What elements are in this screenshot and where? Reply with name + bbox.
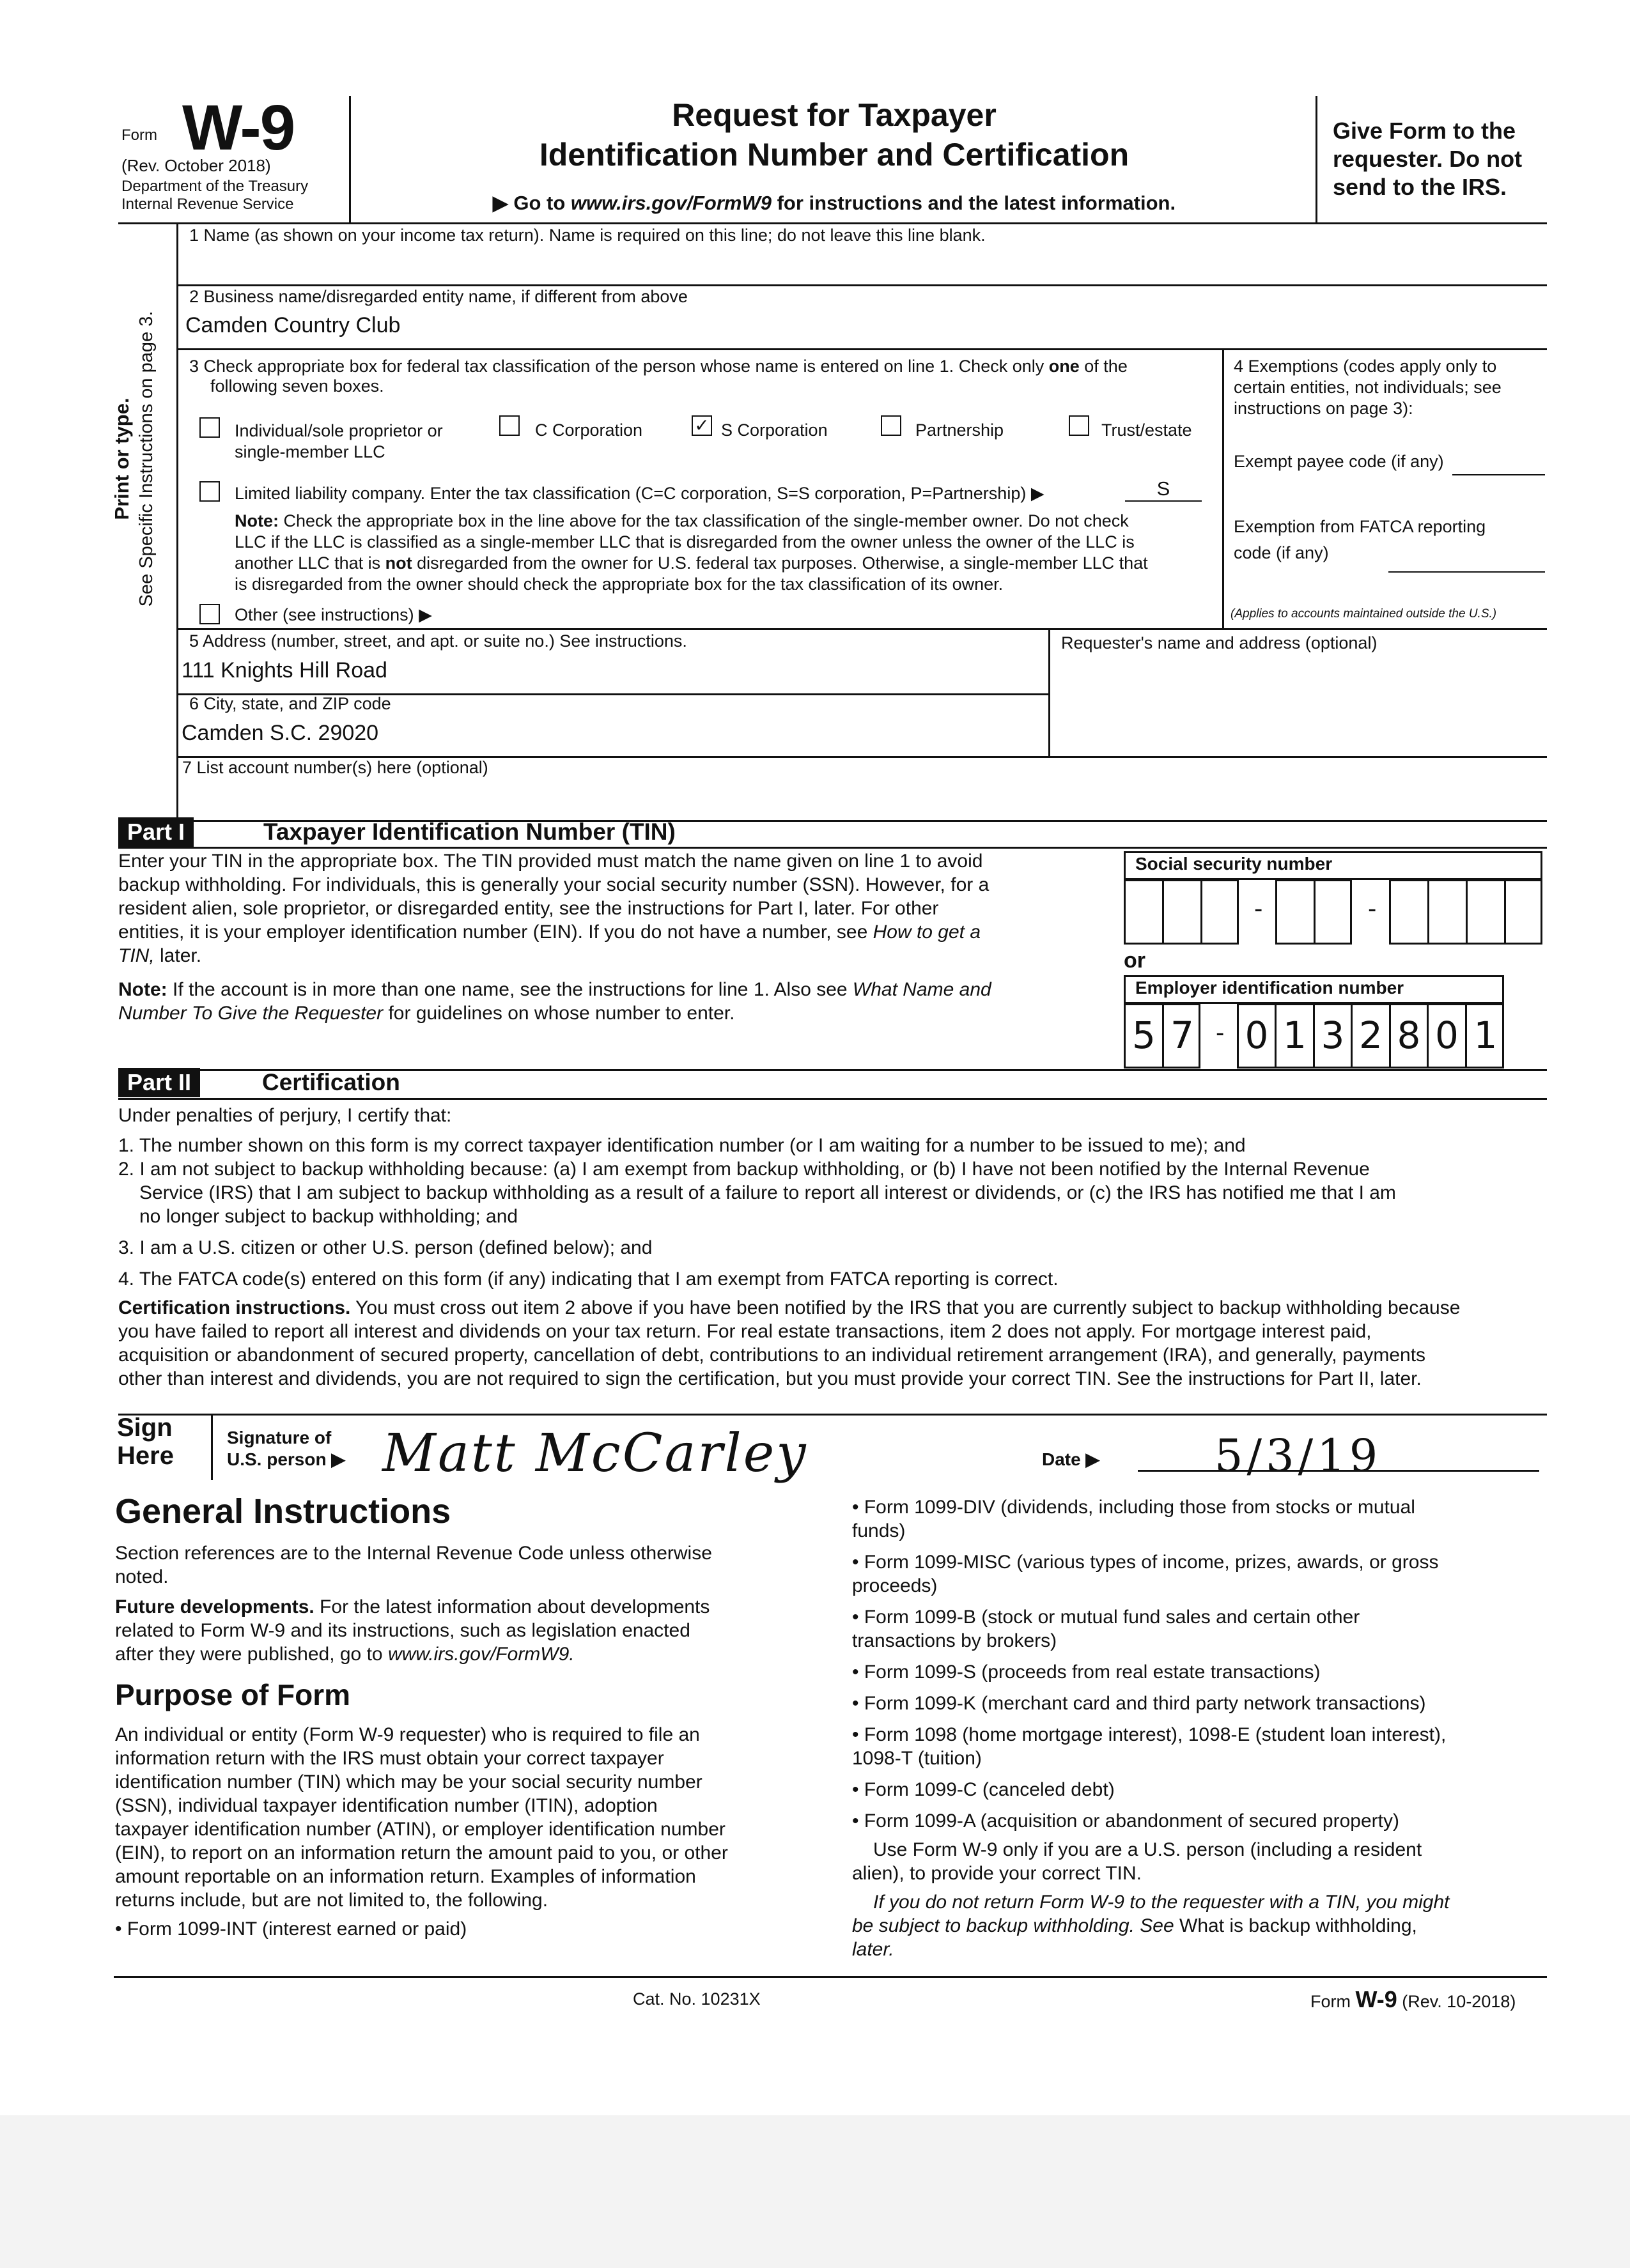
part2-tab: Part II <box>118 1068 200 1097</box>
address-field[interactable]: 111 Knights Hill Road <box>182 658 387 683</box>
dept-treasury: Department of the Treasury <box>121 178 309 195</box>
or-label: or <box>1124 948 1145 973</box>
name-field[interactable] <box>185 249 1528 277</box>
llc-classification-field[interactable]: S <box>1125 477 1202 502</box>
exempt-payee-label: Exempt payee code (if any) <box>1234 452 1444 471</box>
irs-label: Internal Revenue Service <box>121 196 294 213</box>
gi-right-column: • Form 1099-DIV (dividends, including those from stocks or mutual funds) • Form 1099-MISC (various types of income, prizes, awards, or gross proceeds) • Form 1099-B (stock or mutual fund sales and certain other transactions by brokers) • Form 1099-S (proceeds from real estate transactions) • Form 1099-K (merchant card and third party network transactions) • Form 1098 (home mortgage interest), 1098-E (student loan interest), 1098-T (tuition) • Form 1099-C (canceled debt) • Form 1099-A (acquisition or abandonment of secured property) Use Form W-9 only if you are a U.S. person (including a resident alien), to provide your correct TIN. If you do not return Form W-9 to the requester with a TIN, you might be subject to backup withholding. See What is backup withholding, later. <box>852 1497 1450 1960</box>
line3-label-2: following seven boxes. <box>210 376 384 396</box>
play-arrow-icon: ▶ <box>492 192 508 214</box>
requester-label: Requester's name and address (optional) <box>1061 633 1378 652</box>
llc-checkbox[interactable] <box>199 481 220 502</box>
footer-form-label: Form W-9 (Rev. 10-2018) <box>1310 1986 1516 2012</box>
give-form-text: Give Form to the requester. Do not send to the IRS. <box>1333 118 1523 200</box>
date-label: Date ▶ <box>1042 1449 1100 1469</box>
part1-tab: Part I <box>118 817 194 847</box>
business-name-field[interactable]: Camden Country Club <box>185 313 401 337</box>
ein-digit: 2 <box>1359 1014 1383 1057</box>
gi-left-column: Section references are to the Internal Revenue Code unless otherwise noted. Future developments. For the latest information about developments related to Form W-9 and its instructions, such as legislation enacted after they were published, go to www.irs.gov/FormW9. <box>115 1543 712 1665</box>
ein-digit: 7 <box>1170 1014 1194 1057</box>
part1-text: Enter your TIN in the appropriate box. The TIN provided must match the name given on line 1 to avoid backup withholding. For individuals, this is generally your social security number (SSN). However, for a resident alien, sole proprietor, or disregarded entity, see the instructions for Part I, later. For other entities, it is your employer identification number (EIN). If you do not have a number, see How to get a TIN, later. <box>118 851 990 966</box>
ein-digit: 5 <box>1132 1014 1156 1057</box>
trust-label: Trust/estate <box>1101 420 1192 440</box>
llc-label: Limited liability company. Enter the tax classification (C=C corporation, S=S corporation, P=Partnership) ▶ <box>235 484 1044 503</box>
exempt-payee-field[interactable] <box>1452 473 1545 475</box>
certification-text: Under penalties of perjury, I certify that: 1. The number shown on this form is my correct taxpayer identification number (or I am waiting for a number to be issued to me); and 2. I am not subject to backup withholding because: (a) I am exempt from backup withholding, or (b) I have not been notified by the Internal Revenue Service (IRS) that I am subject to backup withholding as a result of a failure to report all interest or dividends, or (c) the IRS has notified me that I am no longer subject to backup withholding; and 3. I am a U.S. citizen or other U.S. person (defined below); and 4. The FATCA code(s) entered on this form (if any) indicating that I am exempt from FATCA reporting is correct. Certification instructions. You must cross out item 2 above if you have been notified by the IRS that you are currently subject to backup withholding because you have failed to report all interest and dividends on your tax return. For real estate transactions, item 2 does not apply. For mortgage interest paid, acquisition or abandonment of secured property, cancellation of debt, contributions to an individual retirement arrangement (IRA), and generally, payments other than interest and dividends, you are not required to sign the certification, but you must provide your correct TIN. See the instructions for Part II, later. <box>118 1105 1461 1389</box>
exemptions-label: 4 Exemptions (codes apply only to certain entities, not individuals; see instructions on page 3): <box>1234 357 1502 418</box>
title-line1: Request for Taxpayer <box>672 97 997 133</box>
ein-digit: 1 <box>1473 1014 1498 1057</box>
other-label: Other (see instructions) ▶ <box>235 605 432 624</box>
line7-label: 7 List account number(s) here (optional) <box>182 758 488 777</box>
ssn-label: Social security number <box>1135 854 1333 874</box>
date-field[interactable]: 5/3/19 <box>1215 1430 1382 1482</box>
partnership-checkbox[interactable] <box>881 415 901 436</box>
scorp-label: S Corporation <box>721 420 828 440</box>
ein-digit: 8 <box>1397 1014 1421 1057</box>
ein-digit: 0 <box>1435 1014 1459 1057</box>
part1-title: Taxpayer Identification Number (TIN) <box>263 819 676 845</box>
purpose-text: An individual or entity (Form W-9 requester) who is required to file an information return with the IRS must obtain your correct taxpayer identification number (TIN) which may be your social security number (SSN), individual taxpayer identification number (ITIN), adoption taxpayer identification number (ATIN), or employer identification number (EIN), to report on an information return the amount paid to you, or other amount reportable on an information return. Examples of information returns include, but are not limited to, the following. • Form 1099-INT (interest earned or paid) <box>115 1724 728 1940</box>
ssn-dash-2: - <box>1368 895 1377 923</box>
signature-field[interactable]: Matt McCarley <box>382 1423 808 1484</box>
goto-line: ▶ Go to www.irs.gov/FormW9 for instructions and the latest information. <box>492 192 1176 214</box>
line1-label: 1 Name (as shown on your income tax return). Name is required on this line; do not leave this line blank. <box>189 226 986 245</box>
llc-note: Note: Check the appropriate box in the line above for the tax classification of the single-member owner. Do not check LLC if the LLC is classified as a single-member LLC that is disregarded from the owner unless the owner of the LLC is another LLC that is not disregarded from the owner for U.S. federal tax purposes. Otherwise, a single-member LLC that is disregarded from the owner should check the appropriate box for the tax classification of its owner. <box>235 511 1148 594</box>
ccorp-checkbox[interactable] <box>499 415 520 436</box>
ein-dash: - <box>1216 1019 1225 1047</box>
fatca-field[interactable] <box>1388 570 1545 573</box>
irs-url: www.irs.gov/FormW9 <box>570 192 772 214</box>
individual-checkbox[interactable] <box>199 417 220 438</box>
ein-label: Employer identification number <box>1135 978 1404 998</box>
part1-note: Note: If the account is in more than one name, see the instructions for line 1. Also see What Name and Number To Give the Requester for guidelines on whose number to enter. <box>118 979 991 1024</box>
rev-date: (Rev. October 2018) <box>121 156 271 175</box>
scorp-checkbox[interactable] <box>692 415 712 436</box>
sign-here-label: Sign Here <box>117 1414 174 1470</box>
signature-label: Signature of U.S. person ▶ <box>227 1428 345 1469</box>
ccorp-label: C Corporation <box>535 420 643 440</box>
line6-label: 6 City, state, and ZIP code <box>189 694 391 713</box>
ssn-area-field[interactable] <box>1124 879 1239 945</box>
general-instructions-heading: General Instructions <box>115 1492 451 1531</box>
ein-digit: 1 <box>1283 1014 1307 1057</box>
purpose-heading: Purpose of Form <box>115 1678 351 1711</box>
form-word: Form <box>121 127 157 144</box>
trust-checkbox[interactable] <box>1069 415 1089 436</box>
other-checkbox[interactable] <box>199 604 220 624</box>
individual-label: Individual/sole proprietor or single-member LLC <box>235 421 443 461</box>
form-number: W-9 <box>182 92 295 164</box>
city-state-zip-field[interactable]: Camden S.C. 29020 <box>182 721 379 745</box>
part2-title: Certification <box>262 1069 400 1095</box>
partnership-label: Partnership <box>915 420 1004 440</box>
checkmark-icon: ✓ <box>694 415 710 435</box>
cat-number: Cat. No. 10231X <box>633 1989 761 2009</box>
title-line2: Identification Number and Certification <box>539 137 1129 173</box>
fatca-label: Exemption from FATCA reporting code (if any) <box>1234 517 1486 562</box>
line5-label: 5 Address (number, street, and apt. or suite no.) See instructions. <box>189 631 687 651</box>
scan-margin <box>0 2115 1630 2268</box>
line3-label: 3 Check appropriate box for federal tax classification of the person whose name is entered on line 1. Check only one of the <box>189 357 1128 376</box>
ein-digit: 3 <box>1321 1014 1345 1057</box>
applies-note: (Applies to accounts maintained outside the U.S.) <box>1230 607 1497 621</box>
line2-label: 2 Business name/disregarded entity name, if different from above <box>189 287 688 306</box>
ein-digit: 0 <box>1245 1014 1269 1057</box>
ssn-dash-1: - <box>1254 895 1263 923</box>
